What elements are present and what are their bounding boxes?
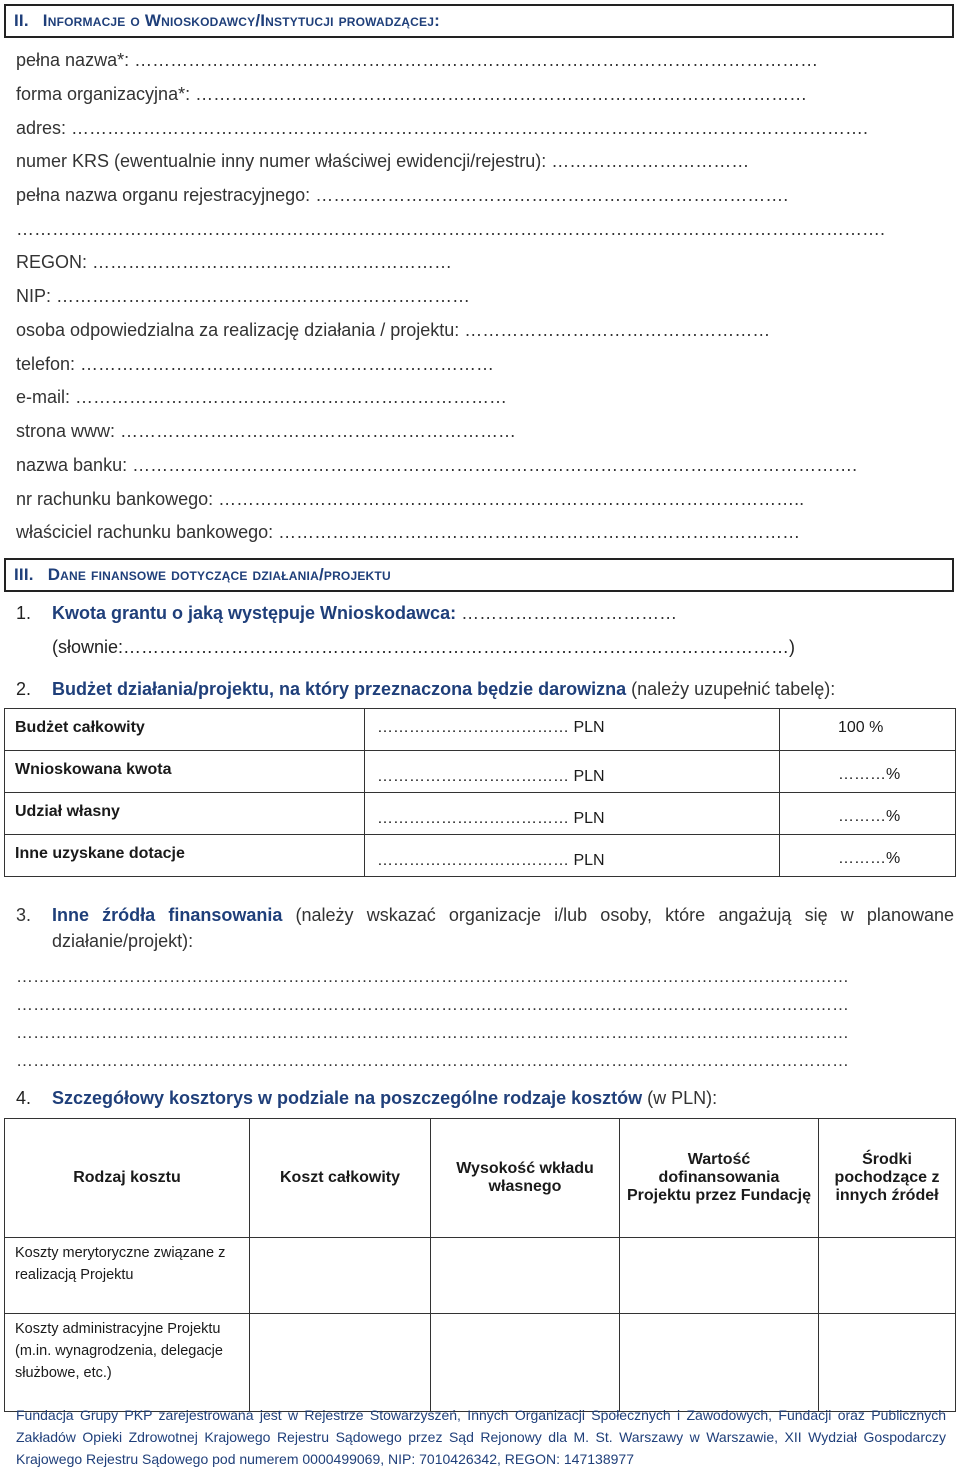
field-organization-form[interactable]: forma organizacyjna*: ………………………………………………………………………………………… [16, 84, 808, 104]
item-1-label: Kwota grantu o jaką występuje Wnioskodawca: [52, 603, 457, 623]
budget-percent[interactable]: ………% [780, 793, 956, 835]
costs-row-administrative [5, 1314, 956, 1412]
item-4-number: 4. [16, 1088, 32, 1108]
item-1-grant-amount [16, 602, 677, 624]
section-3-title: Dane finansowe dotyczące działania/projektu [47, 565, 391, 584]
item-4-label: Szczegółowy kosztorys w podziale na poszczególne rodzaje kosztów [52, 1088, 643, 1108]
budget-table [4, 708, 956, 877]
costs-table [4, 1118, 956, 1412]
budget-label: Udział własny [5, 793, 365, 835]
budget-label: Inne uzyskane dotacje [5, 835, 365, 877]
costs-header-other-sources: Środki pochodzące z innych źródeł [819, 1119, 956, 1238]
costs-cell-total[interactable] [250, 1238, 431, 1314]
field-responsible-person[interactable]: osoba odpowiedzialna za realizację działania / projektu: …………………………………………… [16, 320, 771, 340]
item-3-dotline[interactable]: ………………………………………………………………………………………………………………………………… [16, 1051, 849, 1070]
costs-row-label: Koszty merytoryczne związane z realizacją Projektu [5, 1238, 250, 1314]
costs-header-total-cost: Koszt całkowity [250, 1119, 431, 1238]
item-1-words-field[interactable]: (słownie:…………………………………………………………………………………………………) [52, 637, 796, 657]
costs-cell-other[interactable] [819, 1238, 956, 1314]
item-3-label: Inne źródła finansowania [52, 905, 283, 925]
field-phone[interactable]: telefon: …………………………………………………………… [16, 354, 495, 374]
field-nip[interactable]: NIP: …………………………………………………………… [16, 286, 471, 306]
field-bank-name[interactable]: nazwa banku: …………………………………………………………………………………………………………. [16, 455, 858, 475]
costs-cell-foundation[interactable] [620, 1314, 819, 1412]
costs-header-foundation-funding: Wartość dofinansowania Projektu przez Fundację [620, 1119, 819, 1238]
field-account-owner[interactable]: właściciel rachunku bankowego: …………………………………………………………………………… [16, 522, 801, 542]
budget-percent[interactable]: ………% [780, 835, 956, 877]
budget-label: Wnioskowana kwota [5, 751, 365, 793]
item-3-other-sources [16, 902, 956, 954]
budget-row [5, 835, 956, 877]
costs-row-label: Koszty administracyjne Projektu (m.in. wynagrodzenia, delegacje służbowe, etc.) [5, 1314, 250, 1412]
budget-row [5, 709, 956, 751]
costs-cell-foundation[interactable] [620, 1238, 819, 1314]
field-email[interactable]: e-mail: ……………………………………………………………… [16, 387, 508, 407]
field-account-number[interactable]: nr rachunku bankowego: …………………………………………………………………………………….. [16, 489, 805, 509]
section-3-number: III. [14, 565, 34, 584]
budget-amount[interactable]: ……………………………… PLN [365, 709, 780, 751]
item-4-note: (w PLN): [642, 1088, 718, 1108]
field-address[interactable]: adres: ……………………………………………………………………………………………………………………. [16, 118, 869, 138]
costs-row-substantive [5, 1238, 956, 1314]
item-4-cost-estimate [16, 1087, 717, 1109]
field-regon[interactable]: REGON: …………………………………………………… [16, 252, 453, 272]
budget-row [5, 751, 956, 793]
budget-amount[interactable]: ……………………………… PLN [365, 835, 780, 877]
field-krs-number[interactable]: numer KRS (ewentualnie inny numer właściwej ewidencji/rejestru): …………………………… [16, 151, 750, 171]
item-2-budget [16, 678, 835, 700]
costs-header-cost-type: Rodzaj kosztu [5, 1119, 250, 1238]
section-2-title: Informacje o Wnioskodawcy/Instytucji prowadzącej: [42, 11, 440, 30]
costs-header-own-contribution: Wysokość wkładu własnego [431, 1119, 620, 1238]
costs-cell-total[interactable] [250, 1314, 431, 1412]
item-3-dotline[interactable]: ………………………………………………………………………………………………………………………………… [16, 995, 849, 1014]
item-1-number: 1. [16, 603, 32, 623]
item-2-number: 2. [16, 679, 32, 699]
footer-legal-notice: Fundacja Grupy PKP zarejestrowana jest w Rejestrze Stowarzyszeń, Innych Organizacji Społecznych i Zawodowych, Fundacji oraz Publicznych Zakładów Opieki Zdrowotnej Krajowego Rejestru Sądowego przez Sąd Rejonowy dla M. St. Warszawy w Warszawie, XII Wydział Gospodarczy Krajowego Rejestru Sądowego pod numerem 0000499069, NIP: 7010426342, REGON: 147138977 [16, 1407, 946, 1467]
field-website[interactable]: strona www: ………………………………………………………… [16, 421, 517, 441]
item-2-note: (należy uzupełnić tabelę): [626, 679, 836, 699]
field-registration-authority-cont[interactable]: ………………………………………………………………………………………………………………………………. [16, 219, 886, 239]
item-1-amount-field[interactable]: ……………………………… [456, 603, 678, 623]
budget-amount[interactable]: ……………………………… PLN [365, 793, 780, 835]
budget-percent: 100 % [780, 709, 956, 751]
budget-row [5, 793, 956, 835]
field-registration-authority[interactable]: pełna nazwa organu rejestracyjnego: ……………………………………………………………………. [16, 185, 789, 205]
section-2-number: II. [14, 11, 29, 30]
item-3-dotline[interactable]: ………………………………………………………………………………………………………………………………… [16, 1023, 849, 1042]
item-3-dotline[interactable]: ………………………………………………………………………………………………………………………………… [16, 967, 849, 986]
costs-cell-own[interactable] [431, 1314, 620, 1412]
budget-amount[interactable]: ……………………………… PLN [365, 751, 780, 793]
budget-label: Budżet całkowity [5, 709, 365, 751]
item-3-number: 3. [16, 905, 32, 925]
section-2-header [4, 4, 954, 38]
costs-cell-own[interactable] [431, 1238, 620, 1314]
budget-percent[interactable]: ………% [780, 751, 956, 793]
item-3-note: (należy wskazać organizacje i/lub osoby, które angażują się w planowane działanie/projekt): [52, 905, 954, 951]
field-full-name[interactable]: pełna nazwa*: …………………………………………………………………………………………………… [16, 50, 819, 70]
section-3-header [4, 558, 954, 592]
costs-cell-other[interactable] [819, 1314, 956, 1412]
costs-header-row [5, 1119, 956, 1238]
item-2-label: Budżet działania/projektu, na który przeznaczona będzie darowizna [52, 679, 627, 699]
